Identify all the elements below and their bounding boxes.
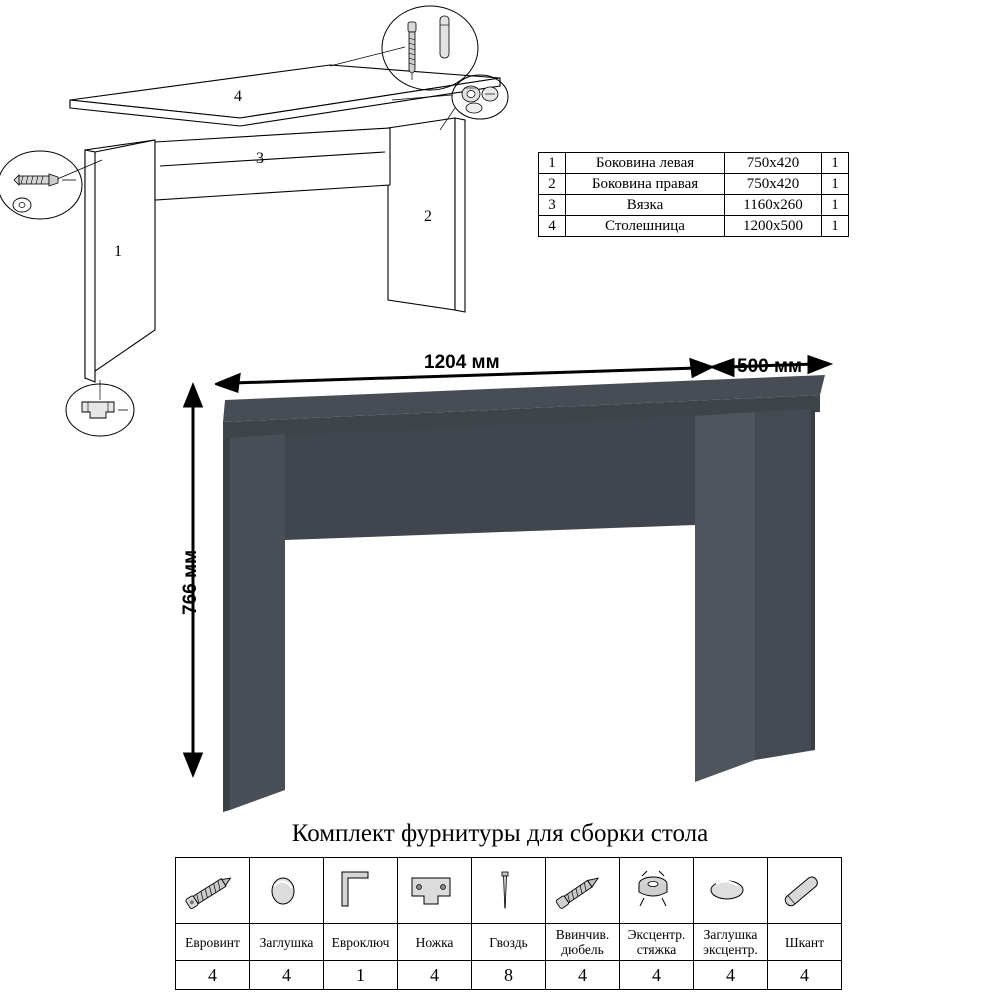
kit-icon-cell [398, 858, 472, 924]
kit-item-label: Евроключ [324, 924, 398, 961]
screw-dowel-icon [546, 862, 612, 920]
cam-cap-icon [694, 862, 760, 920]
kit-item-count: 4 [546, 961, 620, 990]
kit-item-label: Шкант [768, 924, 842, 961]
callout-label-4: 4 [234, 88, 242, 105]
callout-label-3: 3 [256, 150, 264, 167]
part-size: 750х420 [725, 174, 822, 195]
table-row [539, 153, 849, 174]
hardware-kit-table [175, 857, 842, 990]
part-name: Боковина левая [566, 153, 725, 174]
kit-item-label: Заглушка [250, 924, 324, 961]
kit-title: Комплект фурнитуры для сборки стола [291, 820, 709, 847]
cam-lock-icon [620, 862, 686, 920]
part-number: 4 [539, 216, 566, 237]
table-row [539, 216, 849, 237]
kit-item-count: 4 [250, 961, 324, 990]
dimension-height-label: 766 мм [180, 549, 201, 615]
kit-icon-cell [620, 858, 694, 924]
kit-icon-cell [250, 858, 324, 924]
euro-screw-icon [176, 862, 242, 920]
kit-item-label: Ввинчив. дюбель [546, 924, 620, 961]
callout-bubble-screw [0, 151, 82, 219]
kit-item-label: Заглушка эксцентр. [694, 924, 768, 961]
kit-item-count: 4 [620, 961, 694, 990]
dimension-depth-label: 500 мм [737, 356, 803, 377]
dowel-icon [768, 862, 834, 920]
euro-key-icon [324, 862, 390, 920]
dimension-width-label: 1204 мм [424, 352, 500, 373]
part-number: 1 [539, 153, 566, 174]
kit-item-count: 4 [398, 961, 472, 990]
table-row [539, 174, 849, 195]
kit-item-count: 4 [768, 961, 842, 990]
part-number: 3 [539, 195, 566, 216]
left-leg-panel [230, 434, 285, 810]
part-name: Столешница [566, 216, 725, 237]
kit-item-count: 1 [324, 961, 398, 990]
part-size: 1160х260 [725, 195, 822, 216]
part-number: 2 [539, 174, 566, 195]
parts-table [538, 152, 849, 237]
cap-plug-icon [250, 862, 316, 920]
callout-label-1: 1 [114, 243, 122, 260]
kit-icon-cell [694, 858, 768, 924]
table-3d-render [175, 350, 875, 820]
part-qty: 1 [822, 216, 849, 237]
kit-icon-cell [546, 858, 620, 924]
kit-icon-cell [176, 858, 250, 924]
table-row [539, 195, 849, 216]
kit-count-row [176, 961, 842, 990]
kit-icon-cell [472, 858, 546, 924]
part-qty: 1 [822, 153, 849, 174]
part-right-side [388, 118, 455, 310]
part-size: 1200х500 [725, 216, 822, 237]
part-qty: 1 [822, 174, 849, 195]
kit-item-label: Евровинт [176, 924, 250, 961]
right-leg-panel [695, 412, 755, 782]
kit-icon-cell [324, 858, 398, 924]
kit-item-label: Ножка [398, 924, 472, 961]
nail-icon [472, 862, 538, 920]
part-name: Боковина правая [566, 174, 725, 195]
part-qty: 1 [822, 195, 849, 216]
foot-icon [398, 862, 464, 920]
callout-label-2: 2 [424, 208, 432, 225]
kit-item-count: 4 [176, 961, 250, 990]
back-rail-panel [285, 416, 695, 540]
part-size: 750х420 [725, 153, 822, 174]
kit-icon-row [176, 858, 842, 924]
kit-item-count: 8 [472, 961, 546, 990]
kit-item-count: 4 [694, 961, 768, 990]
kit-item-label: Гвоздь [472, 924, 546, 961]
kit-item-label: Эксцентр. стяжка [620, 924, 694, 961]
kit-icon-cell [768, 858, 842, 924]
kit-label-row [176, 924, 842, 961]
part-name: Вязка [566, 195, 725, 216]
